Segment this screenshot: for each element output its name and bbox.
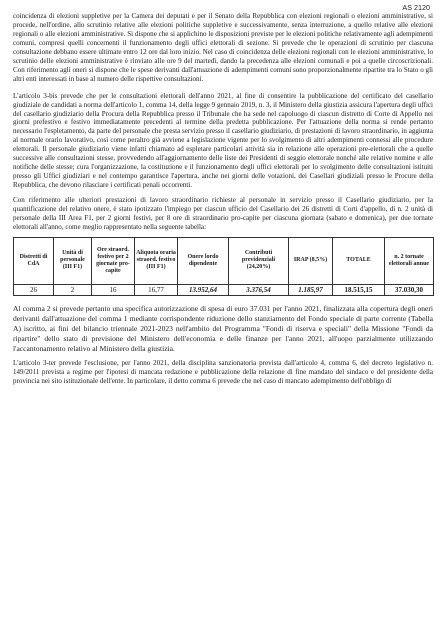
cell-contributi: 3.376,54: [229, 284, 289, 295]
document-body: [13, 12, 433, 386]
col-header-totale: TOTALE: [333, 237, 385, 284]
paragraph-lavoro-straordinario: Con riferimento alle ulteriori prestazioni di lavoro straordinario richieste al personale in servizio presso il Casellario giudiziario, per la quantificazione del relativo onere, è stato ipotizzato l'impiego per ciascun ufficio del Casellario dei 26 distretti di Corti d'appello, di n. 2 unità di personale della III Area F1, per 2 giorni festivi, per 8 ore di straordinario pro-capite per ciascuna giornata (sabato e domenica), per due tornate elettorali all'anno, come meglio rappresentato nella seguente tabella:: [13, 196, 433, 231]
cell-unita: 2: [54, 284, 92, 295]
cell-aliquota: 16,77: [135, 284, 178, 295]
cell-onere: 13.952,64: [178, 284, 229, 295]
table-row: [14, 284, 434, 295]
paragraph-comma-2: Al comma 2 si prevede pertanto una specifica autorizzazione di spesa di euro 37.031 per l'anno 2021, finalizzata alla copertura degli oneri derivanti dall'attuazione del comma 1 mediante corrispondente riduzione dello stanziamento del Fondo speciale di parte corrente (Tabella A) iscritto, ai fini del bilancio triennale 2021-2023 nell'ambito del Programma "Fondi di riserva e speciali" della Missione "Fondi da ripartire" dello stato di previsione del Ministero dell'economia e delle finanze per l'anno 2021, all'uopo parzialmente utilizzando l'accantonamento relativo al Ministero della giustizia.: [13, 303, 433, 354]
col-header-irap: IRAP (8,5%): [289, 237, 333, 284]
cost-table: [13, 237, 434, 296]
col-header-contributi: Contributi previdenziali (24,20%): [229, 237, 289, 284]
table-header-row: [14, 237, 434, 284]
col-header-ore: Ore straord. festivo per 2 giornate pro-capite: [92, 237, 135, 284]
cell-totale: 18.515,15: [333, 284, 385, 295]
col-header-aliquota: Aliquota oraria straord. festivo (III F1): [135, 237, 178, 284]
col-header-tornate: n. 2 tornate elettorali annue: [385, 237, 434, 284]
paragraph-scrutinio: coincidenza di elezioni suppletive per la Camera dei deputati e per il Senato della Repubblica con elezioni regionali o elezioni amministrative, si procede, nell'ordine, allo scrutinio relative alle elezioni politiche suppletive e successivamente, senza interruzione, a quello relative alle elezioni regionali o alle elezioni amministrative. Si dispone che si applichino le disposizioni previste per le elezioni politiche relativamente agli adempimenti comuni, compresi quelli concernenti il funzionamento degli uffici elettorali di sezione. Si prevede che le operazioni di scrutinio per ciascuna consultazione debbano essere ultimate entro 12 ore dal loro inizio. Nel caso di coincidenza delle elezioni regionali con le elezioni amministrative, lo scrutinio delle elezioni amministrative è rinviato alle ore 9 del martedì, dando la precedenza alle elezioni comunali e poi a quelle circoscrizionali. Con riferimento agli oneri si dispone che le spese derivanti dall'attuazione di adempimenti comuni sono proporzionalmente ripartite tra lo Stato o gli altri enti interessati in base al numero delle rispettive consultazioni.: [13, 12, 433, 83]
paragraph-articolo-3bis: L'articolo 3-bis prevede che per le consultazioni elettorali dell'anno 2021, al fine di consentire la pubblicazione del certificato del casellario giudiziale de candidati a norma dell'articolo 1, comma 14, della legge 9 gennaio 2019, n. 3, il Ministero della giustizia assicura l'apertura degli uffici del casellario giudiziario della Procura della Repubblica presso il Tribunale che ha sede nel capoluogo di ciascun distretto di Corte di Appello nei giorni prefestivo e festivo immediatamente precedenti al termine della predetta pubblicazione. Per l'attuazione della norma si rende pertanto necessario l'espletamento, da parte del personale che presta servizio presso il casellario giudiziario, di prestazioni di lavoro straordinario, in aggiunta al normale orario lavorativo, così come peraltro già avviene a legislazione vigente per lo svolgimento di altri adempimenti connessi alle procedure elettorali. Il personale giudiziario viene infatti chiamato ad espletare particolari attività sia in relazione alle operazioni pre-elettorali che a quelle successive alle consultazioni stesse, provvedendo all'aggiornamento delle liste dei Presidenti di seggio elettorale nonché alle relative nomine e alle notifiche delle stesse; cura l'organizzazione, la costituzione e il funzionamento degli uffici elettorali per lo svolgimento delle consultazioni istituiti presso gli Uffici giudiziari e nel contempo garantisce l'apertura, anche nei giorni delle votazioni, dei Casellari giudiziali presso le Procure della Repubblica, che devono rilasciare i certificati penali occorrenti.: [13, 91, 433, 190]
cell-irap: 1.185,97: [289, 284, 333, 295]
col-header-distretti: Distretti di CdA: [14, 237, 54, 284]
paragraph-articolo-3ter: L'articolo 3-ter prevede l'esclusione, per l'anno 2021, della disciplina sanzionatoria prevista dall'articolo 4, comma 6, del decreto legislativo n. 149/2011 prevista a regime per l'ipotesi di mancata redazione e pubblicazione della relazione di fine mandato del sindaco e del presidente della provincia nei sito istituzionale dell'ente. In particolare, il detto comma 6 prevede che nel caso di mancato adempimento dell'obbligo di: [13, 359, 433, 386]
col-header-unita: Unità di personale (III F1): [54, 237, 92, 284]
document-id: AS 2120: [402, 3, 430, 12]
cell-tornate: 37.030,30: [385, 284, 434, 295]
cell-distretti: 26: [14, 284, 54, 295]
col-header-onere: Onere lordo dipendente: [178, 237, 229, 284]
cell-ore: 16: [92, 284, 135, 295]
